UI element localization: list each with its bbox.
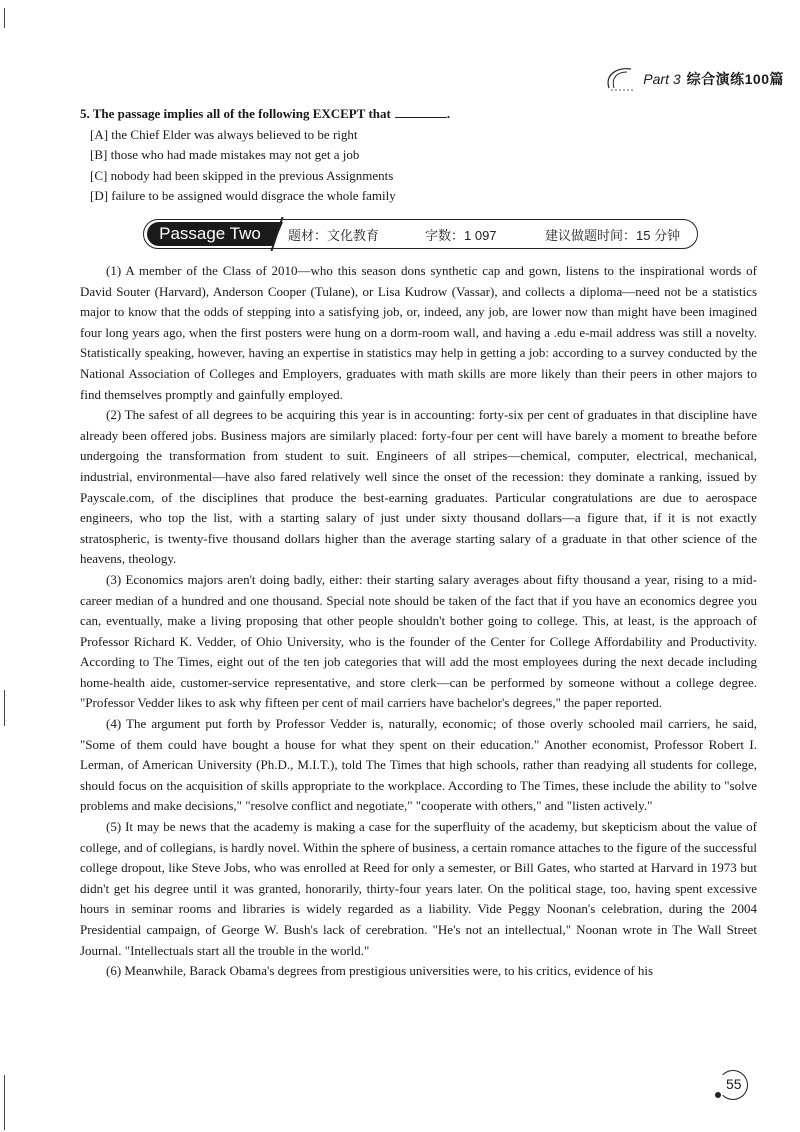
answer-blank	[395, 117, 447, 118]
paragraph-3: (3) Economics majors aren't doing badly, either: their starting salary averages about fifty thousand a year, rising to a mid-career median of a hundred and one thousand. Special note should be taken of the fact that if you have an economics degree you can, eventually, make a living proposing that other people shouldn't bother going to college. This, at least, is the approach of Professor Richard K. Vedder, of Ohio University, who is the founder of the Center for College Affordability and Productivity. According to The Times, eight out of the ten job categories that will add the most employees during the next decade including home-health aide, customer-service representative, and store clerk—can be performed by someone without a college degree. "Professor Vedder likes to ask why fifteen per cent of mail carriers have bachelor's degrees," the paper reported.	[80, 571, 757, 711]
option-b: [B] those who had made mistakes may not get a job	[90, 147, 360, 162]
paragraph-6: (6) Meanwhile, Barack Obama's degrees from prestigious universities were, to his critics, evidence of his	[106, 963, 654, 979]
option-c: [C] nobody had been skipped in the previous Assignments	[90, 167, 394, 183]
margin-mark-middle	[4, 690, 5, 726]
page-number: 55	[726, 1076, 742, 1092]
running-header	[601, 66, 784, 92]
option-d: [D] failure to be assigned would disgrace the whole family	[90, 188, 396, 203]
passage-word-count: 字数：1 097	[425, 228, 497, 243]
passage-label: Passage Two	[147, 222, 273, 246]
header-section-title: 综合演练100篇	[686, 71, 784, 87]
passage-body	[80, 261, 757, 982]
paragraph-1: (1) A member of the Class of 2010—who this season dons synthetic cap and gown, listens to the inspirational words of David Souter (Harvard), Anderson Cooper (Tulane), or Lisa Kudrow (Vassar), and collects a diploma—need not be a statistics major to know that the odds of stepping into a satisfying job, or, indeed, any job, are lower now than might have been imagined four long years ago, when the first posters were hung on a dorm-room wall, and having a .edu e-mail address was still a novelty. Statistically speaking, however, having an expertise in statistics may help in getting a job: according to a survey conducted by the National Association of Colleges and Employers, graduates with math skills are more likely than their peers in other majors to find themselves promptly and gainfully employed.	[80, 263, 757, 402]
question-5	[80, 104, 760, 207]
header-part-label: Part 3	[643, 71, 681, 87]
header-ornament-icon	[601, 66, 637, 92]
passage-banner	[143, 219, 698, 249]
paragraph-5: (5) It may be news that the academy is making a case for the superfluity of the academy, but skepticism about the value of college, and of collegians, is hardly novel. Within the sphere of business, a certain romance attaches to the figure of the successful college dropout, like Steve Jobs, who was enrolled at Reed for only a semester, or Bill Gates, who started at Harvard in 1973 but didn't get his degree until it was granted, honorarily, thirty-four years later. On the political stage, too, having spent excessive hours in seminar rooms and libraries is widely regarded as a liability. Vide Peggy Noonan's celebration, during the 2004 Presidential campaign, of George W. Bush's lack of cerebration. "He's not an intellectual," Noonan wrote in The Wall Street Journal. "Intellectuals start all the trouble in the world."	[80, 819, 757, 958]
page-number-badge	[718, 1070, 748, 1100]
page-number-dot	[715, 1092, 721, 1098]
passage-suggested-time: 建议做题时间：15 分钟	[545, 228, 681, 243]
margin-mark-top	[4, 8, 5, 28]
paragraph-2: (2) The safest of all degrees to be acquiring this year is in accounting: forty-six per cent of graduates in that discipline have already been offered jobs. Business majors are similarly placed: forty-four per cent will have barely a moment to breathe before undergoing the transformation from student to suit. Engineers of all stripes—chemical, computer, electrical, mechanical, industrial, environmental—have also fared relatively well since the onset of the recession: they dominate a ranking, issued by Payscale.com, of the disciplines that produce the best-earning graduates. Particular congratulations are due to aerospace engineers, who top the list, with a starting salary of just under sixty thousand dollars—a figure that, if it is not exactly stratospheric, is twenty-five thousand dollars higher than the average starting salary of a graduate in that other science of the heavens, theology.	[80, 407, 757, 567]
question-stem	[80, 104, 760, 125]
question-stem-end: .	[446, 106, 451, 121]
margin-mark-bottom	[4, 1075, 5, 1130]
passage-topic: 题材：文化教育	[288, 228, 380, 243]
option-a: [A] the Chief Elder was always believed to be right	[90, 126, 358, 142]
paragraph-4: (4) The argument put forth by Professor Vedder is, naturally, economic; of those overly schooled mail carriers, he said, "Some of them could have bought a house for what they spent on their education." Another economist, Professor Robert I. Lerman, of American University (Ph.D., M.I.T.), told The Times that high schools, rather than readying all students for college, should focus on the acquisition of skills appropriate to the workplace. According to The Times, these include the ability to "solve problems and make decisions," "resolve conflict and negotiate," "cooperate with others," and "listen actively."	[80, 716, 757, 814]
question-stem-text: 5. The passage implies all of the following EXCEPT that	[80, 106, 391, 121]
